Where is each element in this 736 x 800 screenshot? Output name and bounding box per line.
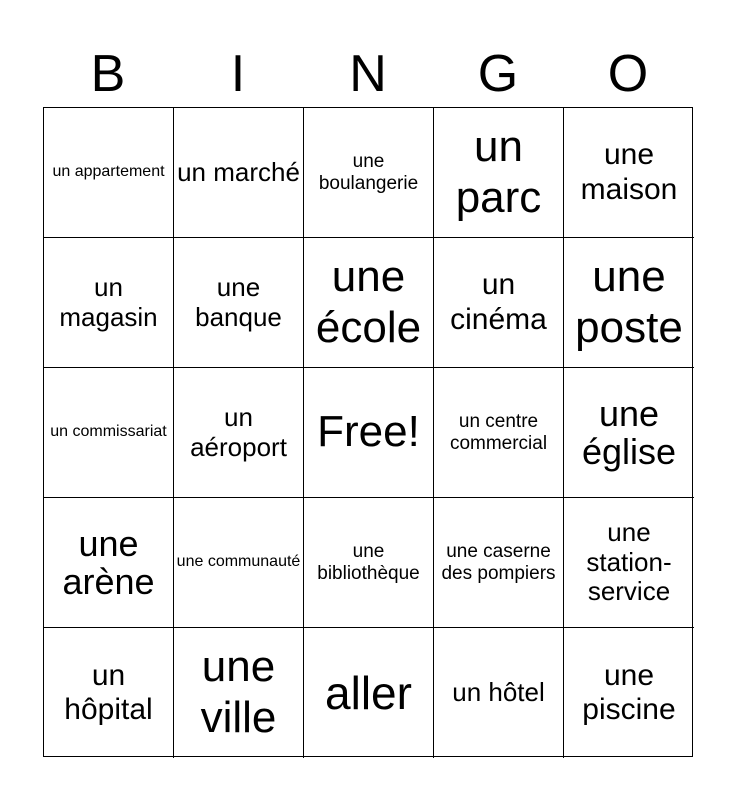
cell-text: une piscine bbox=[582, 658, 676, 726]
bingo-cell[interactable] bbox=[174, 498, 304, 628]
cell-text: un marché bbox=[177, 156, 300, 187]
header-letter-n: N bbox=[349, 45, 387, 103]
bingo-cell-free[interactable] bbox=[304, 368, 434, 498]
bingo-cell[interactable] bbox=[304, 238, 434, 368]
header-letter-i: I bbox=[230, 45, 246, 103]
bingo-cell[interactable] bbox=[174, 238, 304, 368]
cell-text: une ville bbox=[200, 642, 277, 742]
bingo-cell[interactable] bbox=[434, 238, 564, 368]
bingo-header bbox=[43, 40, 693, 108]
bingo-cell[interactable] bbox=[564, 238, 694, 368]
bingo-card bbox=[43, 107, 693, 757]
cell-text: un appartement bbox=[52, 163, 165, 181]
cell-text: un cinéma bbox=[450, 268, 547, 336]
cell-text: un aéroport bbox=[190, 401, 287, 462]
cell-text: une station-service bbox=[586, 516, 672, 607]
cell-text: une boulangerie bbox=[318, 150, 419, 194]
bingo-cell[interactable] bbox=[44, 108, 174, 238]
cell-text: une caserne des pompiers bbox=[441, 540, 556, 584]
cell-text: un centre commercial bbox=[449, 410, 548, 454]
cell-text: une banque bbox=[195, 271, 282, 332]
bingo-cell[interactable] bbox=[44, 498, 174, 628]
bingo-cell[interactable] bbox=[44, 628, 174, 758]
cell-text: une communauté bbox=[176, 553, 301, 571]
header-letter-o: O bbox=[607, 45, 649, 103]
bingo-cell[interactable] bbox=[44, 368, 174, 498]
cell-text: une école bbox=[315, 251, 422, 352]
bingo-cell[interactable] bbox=[304, 498, 434, 628]
bingo-cell[interactable] bbox=[304, 108, 434, 238]
header-letter-b: B bbox=[90, 45, 126, 103]
bingo-cell[interactable] bbox=[434, 628, 564, 758]
cell-text: un hôtel bbox=[452, 677, 545, 708]
cell-text: aller bbox=[325, 666, 412, 719]
bingo-cell[interactable] bbox=[434, 108, 564, 238]
cell-text: un magasin bbox=[59, 271, 158, 332]
bingo-cell[interactable] bbox=[44, 238, 174, 368]
header-letter-g: G bbox=[477, 45, 519, 103]
bingo-cell[interactable] bbox=[564, 368, 694, 498]
bingo-cell[interactable] bbox=[174, 628, 304, 758]
bingo-cell[interactable] bbox=[564, 628, 694, 758]
cell-text: une bibliothèque bbox=[317, 540, 420, 584]
bingo-cell[interactable] bbox=[434, 368, 564, 498]
cell-text: une maison bbox=[580, 138, 678, 206]
cell-text: un commissariat bbox=[50, 423, 167, 441]
cell-text: une poste bbox=[575, 251, 683, 352]
bingo-cell[interactable] bbox=[564, 498, 694, 628]
bingo-cell[interactable] bbox=[174, 368, 304, 498]
cell-text: une église bbox=[581, 392, 677, 472]
bingo-cell[interactable] bbox=[564, 108, 694, 238]
bingo-cell[interactable] bbox=[434, 498, 564, 628]
free-space-text: Free! bbox=[317, 407, 420, 457]
cell-text: une arène bbox=[62, 522, 155, 602]
cell-text: un hôpital bbox=[64, 658, 153, 726]
bingo-cell[interactable] bbox=[174, 108, 304, 238]
bingo-cell[interactable] bbox=[304, 628, 434, 758]
cell-text: un parc bbox=[455, 121, 542, 222]
